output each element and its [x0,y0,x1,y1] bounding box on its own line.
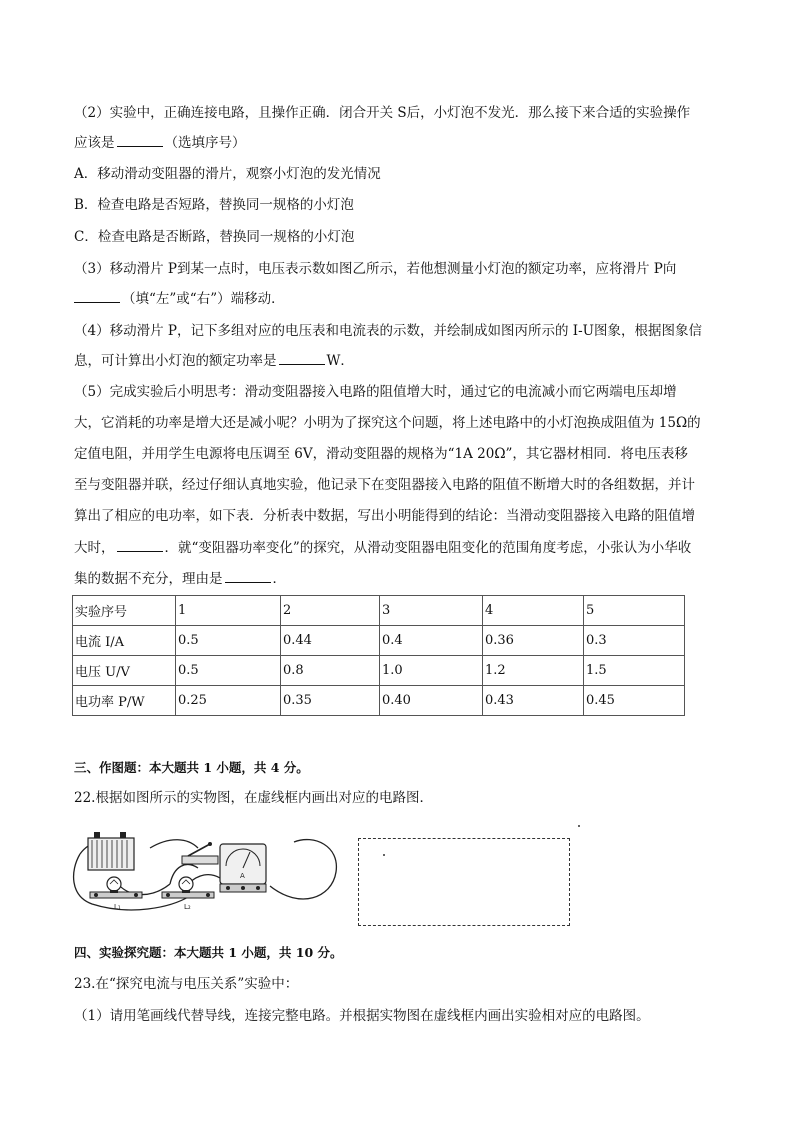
table-row [73,626,685,656]
table-cell: 5 [584,596,685,626]
q5-line7-prefix: 集的数据不充分，理由是 [74,571,223,587]
table-cell: 电功率 P/W [73,686,176,716]
circuit-photo-figure [70,826,340,912]
table-cell: 0.45 [584,686,685,716]
data-table [72,595,685,716]
table-cell: 0.8 [281,656,380,686]
table-cell: 0.36 [483,626,584,656]
table-cell: 1.5 [584,656,685,686]
table-cell: 0.44 [281,626,380,656]
q2-line2 [74,134,246,152]
q2-line1: （2）实验中，正确连接电路，且操作正确．闭合开关 S后，小灯泡不发光．那么接下来合适的实验操作 [74,105,691,121]
q3-line2 [74,290,285,308]
q4-line2-prefix: 息，可计算出小灯泡的额定功率是 [74,353,277,369]
table-row [73,596,685,626]
table-cell: 0.40 [380,686,483,716]
battery-icon [88,832,134,870]
table-cell: 1.0 [380,656,483,686]
q5-line1: （5）完成实验后小明思考：滑动变阻器接入电路的阻值增大时，通过它的电流减小而它两端电压却增 [74,384,677,400]
table-cell: 4 [483,596,584,626]
q2-option-a: A．移动滑动变阻器的滑片，观察小灯泡的发光情况 [74,166,381,182]
q5-line5: 算出了相应的电功率，如下表．分析表中数据，写出小明能得到的结论：当滑动变阻器接入电路的阻值增 [74,508,695,524]
q5-line7-suffix: ． [272,571,286,587]
table-cell: 电压 U/V [73,656,176,686]
table-row [73,656,685,686]
q4-line2-suffix: W． [326,353,354,369]
ammeter-icon [220,844,266,892]
answer-blank[interactable] [117,539,163,552]
answer-blank[interactable] [279,352,325,365]
answer-drawing-box[interactable] [358,838,570,926]
section-3-heading: 三、作图题：本大题共 1 小题，共 4 分。 [74,760,309,775]
table-cell: 0.35 [281,686,380,716]
table-cell: 0.43 [483,686,584,716]
q23-part1: （1）请用笔画线代替导线，连接完整电路。并根据实物图在虚线框内画出实验相对应的电路图。 [74,1008,650,1024]
table-cell: 电流 I/A [73,626,176,656]
section-4-heading: 四、实验探究题：本大题共 1 小题，共 10 分。 [74,945,343,960]
q22-text: 22.根据如图所示的实物图，在虚线框内画出对应的电路图． [74,790,433,806]
table-cell: 0.5 [176,656,281,686]
table-cell: 1.2 [483,656,584,686]
q5-line4: 至与变阻器并联，经过仔细认真地实验，他记录下在变阻器接入电路的阻值不断增大时的各组数据，并计 [74,477,695,493]
q5-line3: 定值电阻，并用学生电源将电压调至 6V，滑动变阻器的规格为“1A 20Ω”，其它器材相同．将电压表移 [74,446,688,462]
q2-line2-suffix: （选填序号） [164,135,246,151]
answer-blank[interactable] [117,134,163,147]
stray-dot [578,825,580,827]
table-cell: 实验序号 [73,596,176,626]
table-cell: 0.25 [176,686,281,716]
table-cell: 3 [380,596,483,626]
table-cell: 1 [176,596,281,626]
q3-line2-text: （填“左”或“右”）端移动． [122,291,285,307]
q5-line6-prefix: 大时， [74,540,115,556]
q4-line2 [74,352,354,370]
label-l1: L₁ [114,903,121,911]
q4-line1: （4）移动滑片 P，记下多组对应的电压表和电流表的示数，并绘制成如图丙所示的 I-U图象，根据图象信 [74,323,703,339]
q5-line6-suffix: ．就“变阻器功率变化”的探究，从滑动变阻器电阻变化的范围角度考虑，小张认为小华收 [164,540,692,556]
table-cell: 0.5 [176,626,281,656]
meter-label: A [240,872,245,880]
q2-line2-prefix: 应该是 [74,135,115,151]
table-cell: 2 [281,596,380,626]
switch-icon [182,842,218,864]
answer-blank[interactable] [225,570,271,583]
stray-dot [383,854,385,856]
q2-option-c: C．检查电路是否断路，替换同一规格的小灯泡 [74,229,355,245]
q3-line1: （3）移动滑片 P到某一点时，电压表示数如图乙所示，若他想测量小灯泡的额定功率，应将滑片 P向 [74,261,677,277]
label-l2: L₂ [184,903,191,911]
q5-line6 [74,539,691,557]
q2-option-b: B．检查电路是否短路，替换同一规格的小灯泡 [74,197,354,213]
q5-line7 [74,570,286,588]
q5-line2: 大，它消耗的功率是增大还是减小呢？小明为了探究这个问题，将上述电路中的小灯泡换成阻值为 15Ω的 [74,415,701,431]
table-cell: 0.4 [380,626,483,656]
answer-blank[interactable] [74,290,120,303]
q23-text: 23.在“探究电流与电压关系”实验中： [74,976,299,992]
table-row [73,686,685,716]
table-cell: 0.3 [584,626,685,656]
